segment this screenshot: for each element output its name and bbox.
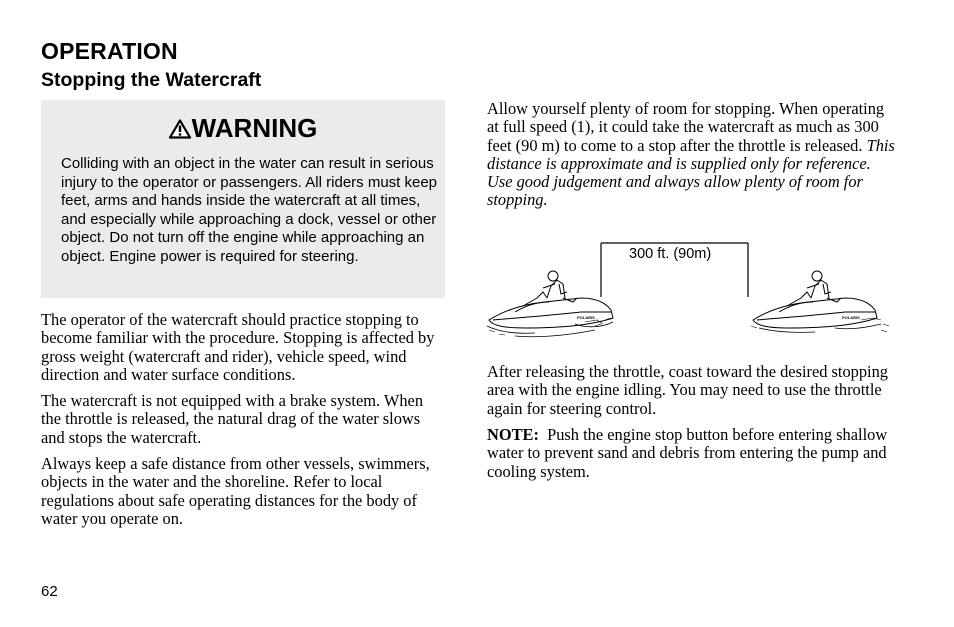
note-label: NOTE: <box>487 425 539 444</box>
paragraph-practice-stopping: The operator of the watercraft should practice stopping to become familiar with the procedure. Stopping is affected by gross weight (watercraft and rider), vehicle speed, wind direction and water surface conditions. <box>41 310 435 384</box>
stopping-room-italic: This distance is approximate and is supplied only for reference. Use good judgement and always allow plenty of room for stopping. <box>487 135 895 210</box>
paragraph-note <box>487 426 897 481</box>
paragraph-stopping-room <box>487 100 897 210</box>
stopping-room-text: Allow yourself plenty of room for stopping. When operating at full speed (1), it could take the watercraft as much as 300 feet (90 m) to come to a stop after the throttle is released. <box>487 99 885 155</box>
paragraph-no-brake: The watercraft is not equipped with a brake system. When the throttle is released, the natural drag of the water slows and stops the watercraft. <box>41 391 424 447</box>
paragraph-coast: After releasing the throttle, coast toward the desired stopping area with the engine idling. You may need to use the throttle again for steering control. <box>487 362 888 418</box>
watercraft-right <box>751 271 889 332</box>
note-text: Push the engine stop button before entering shallow water to prevent sand and debris from entering the pump and cooling system. <box>487 425 892 481</box>
warning-heading <box>41 113 445 144</box>
page-title: Stopping the Watercraft <box>41 69 262 91</box>
warning-text: Colliding with an object in the water can result in serious injury to the operator or passengers. All riders must keep feet, arms and hands inside the watercraft at all times, and especially while approaching a dock, vessel or other object. Do not turn off the engine while approaching an object. Engine power is required for steering. <box>61 155 438 265</box>
warning-box <box>41 100 445 298</box>
stopping-distance-figure <box>485 240 895 350</box>
paragraph-safe-distance: Always keep a safe distance from other vessels, swimmers, objects in the water and the shoreline. Refer to local regulations about safe operating distances for the body of water you operate on. <box>41 454 430 528</box>
brand-right: POLARIS <box>842 315 860 320</box>
warning-triangle-icon <box>169 119 191 139</box>
section-title: OPERATION <box>41 38 178 64</box>
warning-heading-text: WARNING <box>191 113 318 143</box>
brand-left: POLARIS <box>577 315 595 320</box>
page-number: 62 <box>41 583 58 600</box>
distance-label: 300 ft. (90m) <box>629 246 712 262</box>
watercraft-left <box>487 271 613 337</box>
